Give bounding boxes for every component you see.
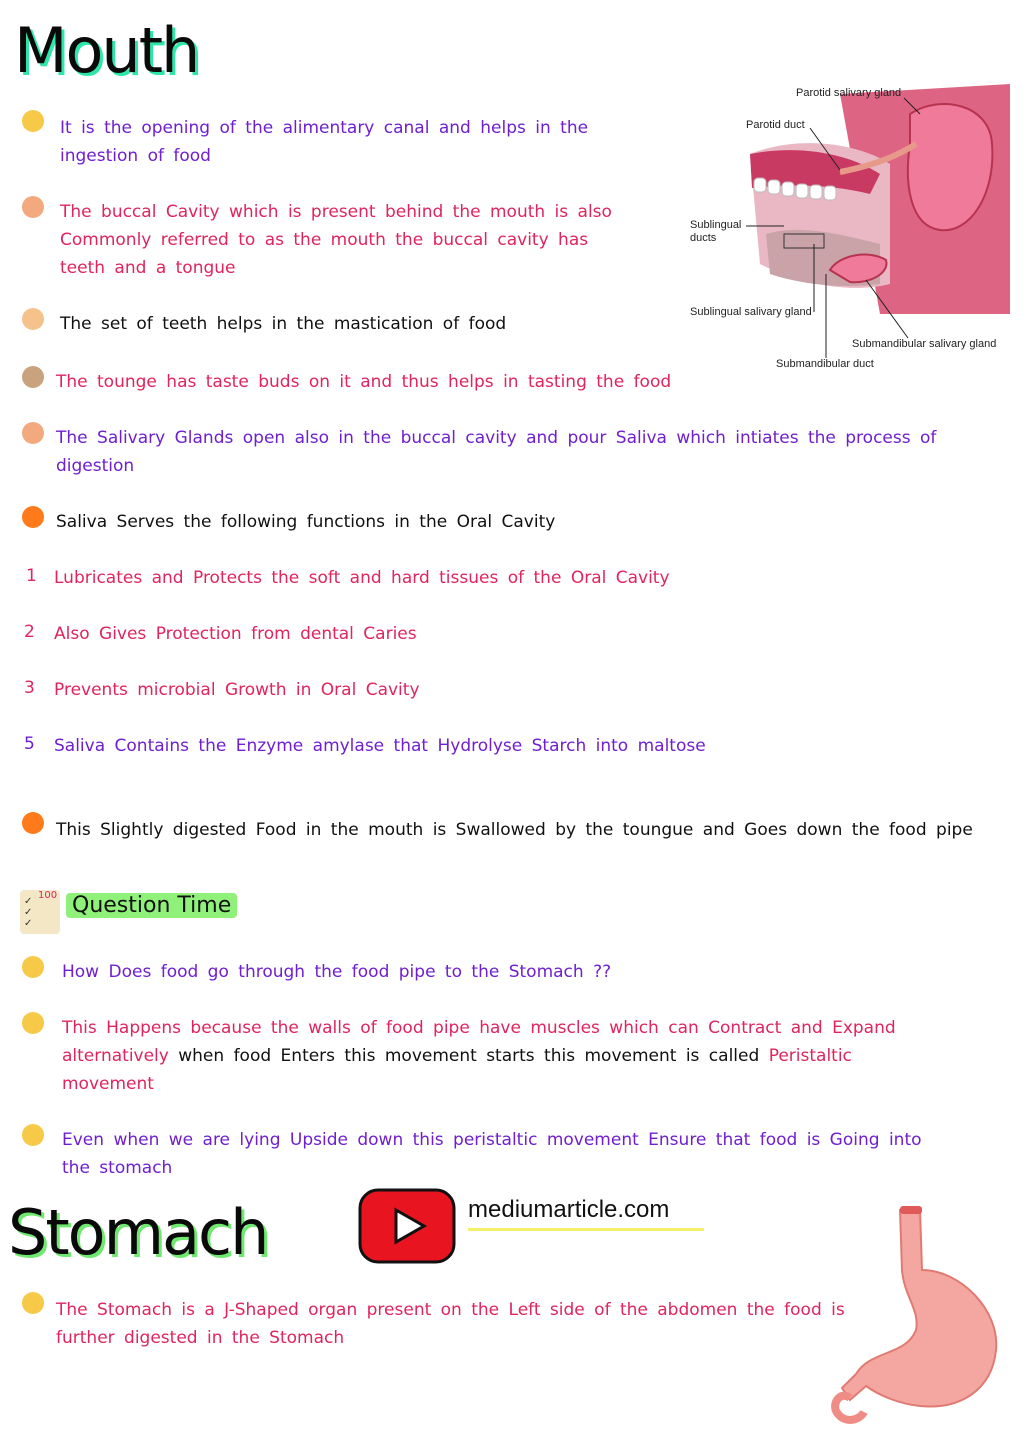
- smile-emoji-icon: [22, 1012, 44, 1034]
- function-number: 5: [24, 734, 35, 754]
- function-microbial: Prevents microbial Growth in Oral Cavity: [54, 680, 420, 700]
- function-caries: Also Gives Protection from dental Caries: [54, 624, 417, 644]
- cowboy-emoji-icon-2: [22, 1124, 44, 1146]
- label-parotid-gland: Parotid salivary gland: [796, 87, 902, 99]
- label-sublingual-gland: Sublingual salivary gland: [690, 306, 812, 318]
- woman-emoji-icon: [22, 366, 44, 388]
- thinking-emoji-icon: [22, 956, 44, 978]
- function-number: 3: [24, 678, 35, 698]
- checklist-icon: ✓ ✓ ✓ 100: [20, 890, 60, 934]
- note-salivary-glands: The Salivary Glands open also in the buccal cavity and pour Saliva which intiates the process of digestion: [56, 428, 937, 476]
- note-stomach: The Stomach is a J-Shaped organ present on the Left side of the abdomen the food is further digested in the Stomach: [56, 1300, 845, 1348]
- function-number: 2: [24, 622, 35, 642]
- label-submandibular-duct: Submandibular duct: [776, 358, 874, 370]
- youtube-logo-icon: [358, 1188, 456, 1264]
- salivary-gland-diagram: [690, 84, 1020, 374]
- fire-emoji-icon-2: [22, 812, 44, 834]
- note-buccal-cavity: The buccal Cavity which is present behind the mouth is also Commonly referred to as the mouth the buccal cavity has teeth and a tongue: [60, 202, 612, 278]
- answer-part-peristaltic: Peristaltic movement: [62, 1046, 852, 1094]
- note-tongue: The tounge has taste buds on it and thus helps in tasting the food: [56, 372, 672, 392]
- label-sublingual-ducts: Sublingual ducts: [690, 219, 742, 244]
- site-underline: [468, 1228, 704, 1231]
- man-emoji-icon: [22, 308, 44, 330]
- note-teeth: The set of teeth helps in the mastication of food: [60, 314, 507, 334]
- answer-part-black: when food Enters this movement starts this movement is called: [178, 1046, 760, 1066]
- person-emoji-icon-2: [22, 422, 44, 444]
- function-lubricates: Lubricates and Protects the soft and hard tissues of the Oral Cavity: [54, 568, 670, 588]
- site-name: mediumarticle.com: [468, 1196, 670, 1223]
- page-title-mouth: Mouth: [14, 14, 199, 87]
- answer-text: [62, 1014, 922, 1098]
- question-text: How Does food go through the food pipe to the Stomach ??: [62, 962, 612, 982]
- note-upside-down: Even when we are lying Upside down this peristaltic movement Ensure that food is Going into the stomach: [62, 1130, 922, 1178]
- function-number: 1: [26, 566, 37, 586]
- fire-emoji-icon: [22, 506, 44, 528]
- label-submandibular-gland: Submandibular salivary gland: [852, 338, 997, 350]
- person-emoji-icon: [22, 196, 44, 218]
- label-parotid-duct: Parotid duct: [746, 119, 805, 131]
- function-amylase: Saliva Contains the Enzyme amylase that Hydrolyse Starch into maltose: [54, 736, 706, 756]
- page-title-stomach: Stomach: [8, 1196, 268, 1269]
- cowboy-emoji-icon: [22, 110, 44, 132]
- stomach-illustration: [820, 1200, 1010, 1430]
- halo-emoji-icon: [22, 1292, 44, 1314]
- question-time-badge: Question Time: [66, 893, 237, 918]
- note-swallow: This Slightly digested Food in the mouth is Swallowed by the toungue and Goes down the food pipe: [56, 820, 973, 840]
- note-alimentary-opening: It is the opening of the alimentary canal and helps in the ingestion of food: [60, 118, 589, 166]
- answer-part-pink: This Happens because the walls of food pipe have muscles which can Contract and Expand alternatively: [62, 1018, 896, 1066]
- note-saliva-functions: Saliva Serves the following functions in the Oral Cavity: [56, 512, 556, 532]
